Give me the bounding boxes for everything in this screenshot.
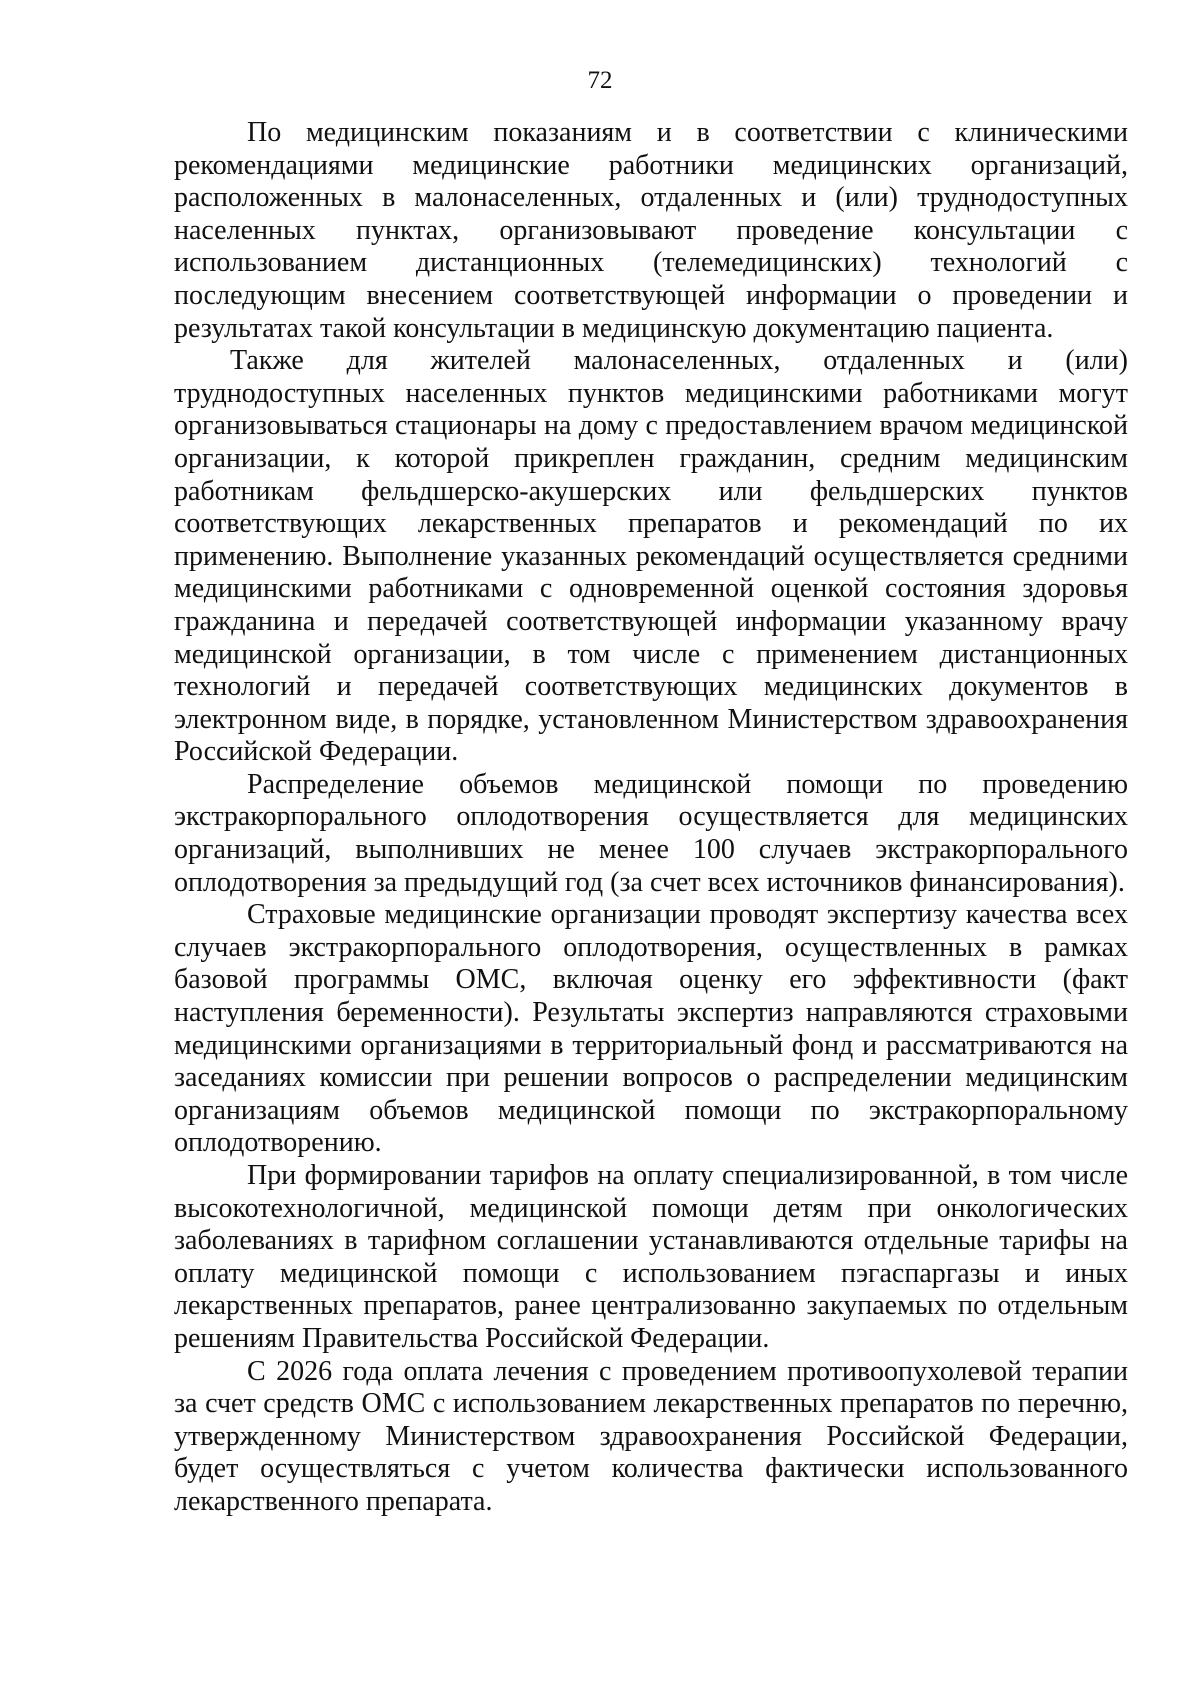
paragraph-home-hospitals: Также для жителей малонаселенных, отдаленных и (или) труднодоступных населенных пунктов медицинскими работниками могут организовываться стационары на дому с предоставлением врачом медицинской организации, к которой прикреплен гражданин, средним медицинским работникам фельдшерско-акушерских или фельдшерских пунктов соответствующих лекарственных препаратов и рекомендаций по их применению. Выполнение указанных рекомендаций осуществляется средними медицинскими работниками с одновременной оценкой состояния здоровья гражданина и передачей соответствующей информации указанному врачу медицинской организации, в том числе с применением дистанционных технологий и передачей соответствующих медицинских документов в электронном виде, в порядке, установленном Министерством здравоохранения Российской Федерации. xyxy=(174,345,1128,768)
paragraph-telemedicine-consultation: По медицинским показаниям и в соответствии с клиническими рекомендациями медицинские работники медицинских организаций, расположенных в малонаселенных, отдаленных и (или) труднодоступных населенных пунктах, организовывают проведение консультации с использованием дистанционных (телемедицинских) технологий с последующим внесением соответствующей информации о проведении и результатах такой консультации в медицинскую документацию пациента. xyxy=(174,117,1128,344)
paragraph-antitumor-therapy-payment: С 2026 года оплата лечения с проведением противоопухолевой терапии за счет средств ОМС с использованием лекарственных препаратов по перечню, утвержденному Министерством здравоохранения Российской Федерации, будет осуществляться с учетом количества фактически использованного лекарственного препарата. xyxy=(174,1355,1128,1517)
paragraph-ivf-quality-expertise: Страховые медицинские организации проводят экспертизу качества всех случаев экстракорпорального оплодотворения, осуществленных в рамках базовой программы ОМС, включая оценку его эффективности (факт наступления беременности). Результаты экспертиз направляются страховыми медицинскими организациями в территориальный фонд и рассматриваются на заседаниях комиссии при решении вопросов о распределении медицинским организациям объемов медицинской помощи по экстракорпоральному оплодотворению. xyxy=(174,899,1128,1159)
page-number: 72 xyxy=(587,67,613,94)
paragraph-pediatric-oncology-tariffs: При формировании тарифов на оплату специализированной, в том числе высокотехнологичной, медицинской помощи детям при онкологических заболеваниях в тарифном соглашении устанавливаются отдельные тарифы на оплату медицинской помощи с использованием пэгаспаргазы и иных лекарственных препаратов, ранее централизованно закупаемых по отдельным решениям Правительства Российской Федерации. xyxy=(174,1160,1128,1354)
paragraph-ivf-volume-distribution: Распределение объемов медицинской помощи по проведению экстракорпорального оплодотворения осуществляется для медицинских организаций, выполнивших не менее 100 случаев экстракорпорального оплодотворения за предыдущий год (за счет всех источников финансирования). xyxy=(174,768,1128,898)
document-body xyxy=(174,117,1128,1519)
